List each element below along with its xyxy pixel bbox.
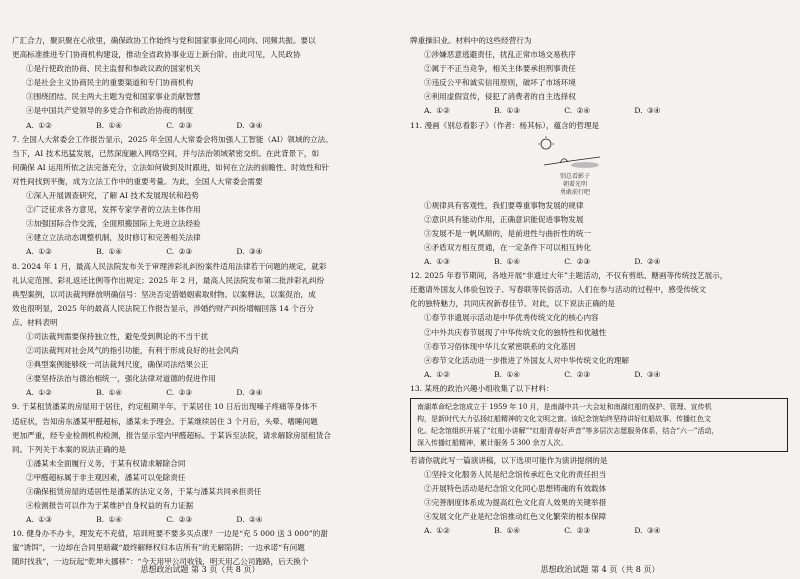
text-line: 何确保 AI 运用所依之法完备充分，立法如何做到及时跟进，如何在立法的前瞻性、时效性和针 bbox=[12, 162, 330, 172]
text-line: ④要坚持法治与德治相统一，强化法律对道德的促进作用 bbox=[26, 374, 216, 384]
page-footer-right: 思想政治试题 第 4 页（共 8 页） bbox=[540, 565, 660, 574]
text-line: 7. 全国人大常委会工作报告显示，2025 年全国人大常委会将加强人工智能（AI）领域的立法。 bbox=[12, 134, 333, 144]
text-line: 礼认定范围、彩礼返还比例等作出规定；2025 年 2 月，最高人民法院发布第二批涉彩礼纠纷 bbox=[12, 275, 325, 285]
page-footer-left: 思想政治试题 第 3 页（共 8 页） bbox=[140, 565, 260, 574]
text-line: 12. 2025 年春节期间，各地开展“非遗过大年”主题活动，不仅有剪纸、糖画等传统技艺展示， bbox=[410, 271, 728, 281]
material-box bbox=[410, 398, 788, 452]
text-line: 还邀请外国友人体验包饺子、写春联等民俗活动。人们在参与活动的过程中，感受传统文 bbox=[410, 285, 707, 295]
text-line: ②司法裁判对社会风气的指引功能，有利于形成良好的社会风尚 bbox=[26, 346, 239, 356]
text-line: 9. 于某租赁潘某的房屋用于居住，约定租期半年。于某居住 10 日后出现嗓子疼痛等身体不 bbox=[12, 402, 318, 412]
text-line: ④春节文化活动进一步推进了外国友人对中华传统文化的理解 bbox=[424, 355, 630, 365]
text-line: 牌重操旧业。材料中的这些经营行为 bbox=[410, 36, 532, 45]
text-line: 对性间找到平衡，成为立法工作中的重要考量。为此，全国人大常委会需要 bbox=[12, 176, 263, 186]
text-line: A. ①② B. ①④ C. ②③ D. ③④ bbox=[424, 369, 661, 379]
text-line: 若请你就此写一篇演讲稿，以下选项可能作为演讲提纲的是 bbox=[410, 455, 608, 465]
text-line: ①是行使政治协商、民主监督和参政议政的国家机关 bbox=[26, 64, 201, 74]
text-line: 典型案例，以司法裁判释放明确信号：坚决否定借婚姻索取财物。以案释法，以案促治，成 bbox=[12, 289, 316, 299]
text-line: ①涉嫌恶意逃避责任，扰乱正常市场交易秩序 bbox=[424, 50, 576, 60]
text-line: ③完善制度体系成为提高红色文化育人效果的关键举措 bbox=[424, 498, 607, 508]
text-line: ④是中国共产党领导的多党合作和政治协商的制度 bbox=[26, 106, 194, 116]
text-line: 当下，AI 技术迅猛发展，已然深度融入网络空间，并与法治领域紧密交织。在此背景下，如 bbox=[12, 148, 320, 158]
text-line: 10. 健身办不办卡，理发充不充值，培训班要不要多买点课？一边是“充 5 000 送 3 000”的甜 bbox=[12, 529, 328, 539]
text-line: ④矛盾双方相互贯通，在一定条件下可以相互转化 bbox=[424, 242, 592, 252]
text-line: ①司法裁判需要保持独立性，避免受到舆论的不当干扰 bbox=[26, 331, 209, 341]
text-line: 适症状，告知房东潘某甲醛超标，潘某未予理会。于某继续居住 3 个月后，头晕、嗜睡间题 bbox=[12, 416, 318, 426]
right-column bbox=[410, 34, 788, 539]
cartoon-caption bbox=[560, 173, 590, 197]
text-line: A. ①③ B. ①④ C. ②③ D. ②④ bbox=[26, 515, 263, 525]
text-line: ②是社会主义协商民主的重要渠道和专门协商机构 bbox=[26, 78, 194, 88]
text-line: ③确保租赁房屋的适居性是潘某的法定义务，于某与潘某共同承担责任 bbox=[26, 487, 262, 496]
text-line: ②广泛征求各方意见，发挥专家学者的立法主体作用 bbox=[26, 205, 201, 215]
text-line: ③加强国际合作交流，全面照搬国际上先进立法经验 bbox=[26, 219, 201, 229]
text-line: ①春节非遗展示活动是中华优秀传统文化的核心内容 bbox=[424, 313, 599, 323]
cartoon-figure bbox=[410, 135, 788, 197]
text-line: A. ①② B. ①④ C. ②③ D. ③④ bbox=[424, 526, 661, 536]
text-line: 深入传播红船精神，累计服务 5 300 余万人次。 bbox=[417, 438, 568, 447]
text-line: 化。纪念馆组织开展了“红船小讲解”“红船青春好声音”等多层次志愿服务体系，结合“六一”活动， bbox=[417, 426, 719, 435]
text-line: 蜜“诱饵”，一边却在合同里暗藏“最终解释权归本店所有”的无解陷阱；一边承诺“有问题 bbox=[12, 543, 305, 553]
text-line: ③春节习俗体现中华儿女紧密联系的文化基因 bbox=[424, 341, 576, 351]
cartoon-caption-line: 朝着光明 bbox=[563, 180, 588, 188]
right-bottom-block bbox=[410, 454, 788, 539]
text-line: 效也很明显，2025 年的最高人民法院工作报告显示，涉婚约财产纠纷增幅回落 14 个百分 bbox=[12, 303, 315, 313]
right-mid-block bbox=[410, 199, 788, 396]
text-line: ③发展不是一帆风顺的，是前进性与曲折性的统一 bbox=[424, 228, 592, 238]
text-line: ③违反公平和诚实信用原则，破坏了市场环境 bbox=[424, 78, 576, 88]
text-line: 南湖革命纪念馆成立于 1959 年 10 月，是南湖中共一大会址和南湖红船的保护、管理、宣传机 bbox=[417, 402, 712, 411]
cartoon-drawing-icon bbox=[530, 135, 610, 175]
text-line: 11. 漫画《别总看影子》（作者：杨其标），蕴含的哲理是 bbox=[410, 120, 600, 130]
text-line: 化的独特魅力，共同庆祝新春佳节。对此，以下说法正确的是 bbox=[410, 299, 616, 309]
text-line: ②甲醛超标属于非主观因素，潘某可以免除责任 bbox=[26, 472, 186, 482]
text-line: ①坚持文化服务人民是纪念馆传承红色文化的责任担当 bbox=[424, 470, 607, 480]
text-line: A. ①② B. ①④ C. ②③ D. ③④ bbox=[26, 120, 263, 130]
text-line: 点。材料表明 bbox=[12, 317, 58, 327]
text-line: 13. 某班的政治兴趣小组收集了以下材料： bbox=[410, 383, 554, 393]
text-line: ②开展特色活动是纪念馆文化同心思想铸魂的有效载体 bbox=[424, 484, 607, 494]
text-line: 8. 2024 年 1 月，最高人民法院发布关于审理涉彩礼纠纷案件适用法律若干问题的规定，就彩 bbox=[12, 261, 327, 271]
text-line: 广汇合力，聚识聚在心欣里，确保政协工作始终与党和国家事业同心同向、同频共振。要以 bbox=[12, 36, 316, 45]
text-line: ④建立立法动态调整机制，及时修订和完善相关法律 bbox=[26, 233, 201, 243]
text-line: A. ①③ B. ①④ C. ②③ D. ②④ bbox=[424, 257, 661, 267]
text-line: A. ①② B. ①③ C. ②④ D. ③④ bbox=[424, 106, 661, 116]
page-4 bbox=[400, 0, 800, 579]
text-line: ①规律具有客观性，我们要尊重事物发展的规律 bbox=[424, 200, 584, 210]
text-line: ②中外共庆春节展现了中华传统文化的独特性和优越性 bbox=[424, 327, 607, 337]
text-line: A. ①② B. ①④ C. ②③ D. ③④ bbox=[26, 247, 263, 257]
text-line: ③围绕团结、民主两大主题为党和国家事业贡献智慧 bbox=[26, 92, 201, 102]
text-line: ③典型案例能够统一司法裁判尺度，确保司法结果公正 bbox=[26, 360, 209, 370]
text-line: ①深入开展调查研究，了解 AI 技术发展现状和趋势 bbox=[26, 191, 199, 201]
text-line: A. ①② B. ①④ C. ②③ D. ③④ bbox=[26, 388, 263, 398]
text-line: ②属于不正当竞争，相关主体要承担刑事责任 bbox=[424, 64, 576, 74]
text-line: ④利用虚假宣传，侵犯了消费者的自主选择权 bbox=[424, 92, 576, 102]
left-column bbox=[12, 34, 390, 570]
cartoon-caption-line: 勇敢前行吧 bbox=[560, 188, 591, 196]
text-line: ④发展文化产业是纪念馆推动红色文化繁荣的根本保障 bbox=[424, 512, 607, 522]
text-line: 更加严重，经专业检测机构检测，报告显示室内甲醛超标。于某诉至法院，请求解除房屋租赁合 bbox=[12, 430, 331, 440]
text-line: 构，是新时代大力弘扬红船精神的文化文明之窗。该纪念馆始终坚持讲好红船故事、传播红色文 bbox=[417, 414, 711, 423]
text-line: 更高标准推进专门协商机构建设，推动全省政协事业迈上新台阶。由此可见，人民政协 bbox=[12, 50, 301, 60]
text-line: 随时找我”，一边玩起“乾坤大挪移”：“今天用甲公司收钱，明天用乙公司跑路，后天换个 bbox=[12, 557, 309, 567]
right-top-block bbox=[410, 34, 788, 133]
text-line: ①潘某未全面履行义务，于某有权请求解除合同 bbox=[26, 458, 186, 468]
text-line: ④检测报告可以作为于某维护自身权益的有力证据 bbox=[26, 501, 194, 511]
cartoon-caption-line: 别总看影子 bbox=[560, 172, 591, 180]
text-line: ②意识具有能动作用，正确意识能促进事物发展 bbox=[424, 214, 584, 224]
text-line: 同。下列关于本案的说法正确的是 bbox=[12, 444, 126, 454]
